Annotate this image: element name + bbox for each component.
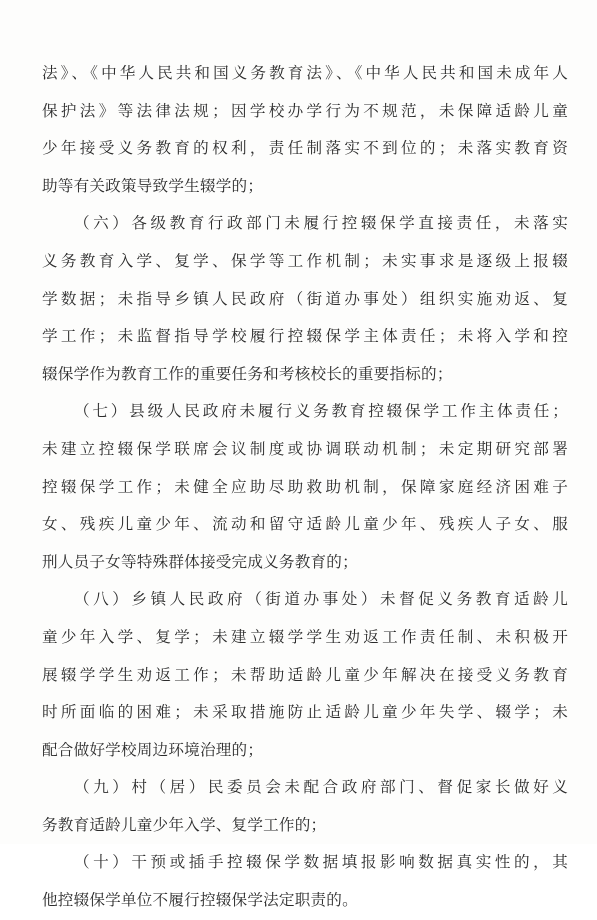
document-body bbox=[42, 55, 568, 920]
text-line: 配合做好学校周边环境治理的； bbox=[42, 740, 264, 759]
text-line: 助等有关政策导致学生辍学的； bbox=[42, 176, 264, 195]
text-line: 时所面临的困难；未采取措施防止适龄儿童少年失学、辍学；未 bbox=[42, 703, 568, 722]
text-line: 学数据；未指导乡镇人民政府（街道办事处）组织实施劝返、复 bbox=[42, 289, 568, 308]
text-line: 学工作；未监督指导学校履行控辍保学主体责任；未将入学和控 bbox=[42, 327, 568, 346]
text-line: 务教育适龄儿童少年入学、复学工作的； bbox=[42, 815, 327, 834]
text-line: 未建立控辍保学联席会议制度或协调联动机制；未定期研究部署 bbox=[42, 439, 568, 458]
paragraph-9-first-line: （九）村（居）民委员会未配合政府部门、督促家长做好义 bbox=[74, 778, 568, 797]
paragraph-10-first-line: （十）干预或插手控辍保学数据填报影响数据真实性的，其 bbox=[74, 853, 568, 872]
text-line: 辍保学作为教育工作的重要任务和考核校长的重要指标的； bbox=[42, 364, 453, 383]
text-line: 刑人员子女等特殊群体接受完成义务教育的； bbox=[42, 552, 358, 571]
paragraph-6-first-line: （六）各级教育行政部门未履行控辍保学直接责任，未落实 bbox=[74, 214, 568, 233]
text-line: 控辍保学工作；未健全应助尽助救助机制，保障家庭经济困难子 bbox=[42, 477, 568, 496]
text-line: 女、残疾儿童少年、流动和留守适龄儿童少年、残疾人子女、服 bbox=[42, 515, 568, 534]
paragraph-7-first-line: （七）县级人民政府未履行义务教育控辍保学工作主体责任； bbox=[74, 402, 568, 421]
text-line: 保护法》等法律法规；因学校办学行为不规范，未保障适龄儿童 bbox=[42, 101, 568, 120]
text-line: 展辍学学生劝返工作；未帮助适龄儿童少年解决在接受义务教育 bbox=[42, 665, 568, 684]
text-line: 他控辍保学单位不履行控辍保学法定职责的。 bbox=[42, 891, 358, 910]
text-line: 义务教育入学、复学、保学等工作机制；未实事求是逐级上报辍 bbox=[42, 251, 568, 270]
text-line: 童少年入学、复学；未建立辍学学生劝返工作责任制、未积极开 bbox=[42, 627, 568, 646]
paragraph-8-first-line: （八）乡镇人民政府（街道办事处）未督促义务教育适龄儿 bbox=[74, 590, 568, 609]
text-line: 法》、《中华人民共和国义务教育法》、《中华人民共和国未成年人 bbox=[42, 64, 568, 82]
text-line: 少年接受义务教育的权利，责任制落实不到位的；未落实教育资 bbox=[42, 139, 568, 158]
